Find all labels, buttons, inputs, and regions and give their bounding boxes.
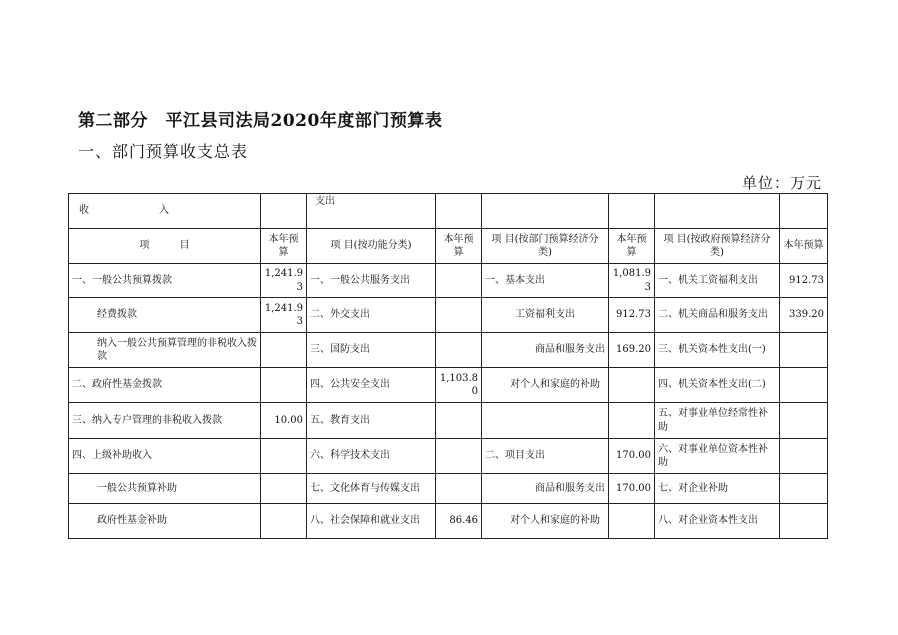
- gov-econ-amount: [780, 368, 828, 403]
- table-row: [69, 368, 828, 403]
- header-func-item: 项 目(按功能分类): [307, 229, 436, 264]
- income-item: 一般公共预算补助: [69, 474, 261, 504]
- gov-econ-item: 三、机关资本性支出(一): [655, 333, 780, 368]
- gov-econ-item: 二、机关商品和服务支出: [655, 298, 780, 333]
- table-row: [69, 474, 828, 504]
- gov-econ-item: 六、对事业单位资本性补助: [655, 439, 780, 474]
- dept-econ-amount: [609, 403, 655, 439]
- income-amount: 1,241.93: [261, 298, 307, 333]
- dept-econ-amount: [609, 504, 655, 539]
- func-amount: [436, 403, 482, 439]
- gov-econ-amount: [780, 403, 828, 439]
- dept-econ-amount: 1,081.93: [609, 264, 655, 298]
- dept-econ-item: 对个人和家庭的补助: [482, 504, 609, 539]
- income-amount: [261, 439, 307, 474]
- func-amount: [436, 298, 482, 333]
- section-subtitle: 一、部门预算收支总表: [78, 142, 249, 161]
- blank-header-cell: [780, 194, 828, 229]
- income-group-header: 收 入: [69, 194, 261, 229]
- gov-econ-amount: [780, 504, 828, 539]
- header-func-amount: 本年预算: [436, 229, 482, 264]
- table-row: [69, 264, 828, 298]
- func-item: 二、外交支出: [307, 298, 436, 333]
- column-header-row: [69, 229, 828, 264]
- blank-header-cell: [261, 194, 307, 229]
- dept-econ-amount: 170.00: [609, 439, 655, 474]
- func-item: 七、文化体育与传媒支出: [307, 474, 436, 504]
- dept-econ-amount: 169.20: [609, 333, 655, 368]
- group-header-row: [69, 194, 828, 229]
- gov-econ-item: 四、机关资本性支出(二): [655, 368, 780, 403]
- dept-econ-item: 对个人和家庭的补助: [482, 368, 609, 403]
- header-gov-econ-item: 项 目(按政府预算经济分类): [655, 229, 780, 264]
- gov-econ-item: 五、对事业单位经常性补助: [655, 403, 780, 439]
- dept-econ-item: [482, 403, 609, 439]
- gov-econ-amount: [780, 474, 828, 504]
- dept-econ-item: 一、基本支出: [482, 264, 609, 298]
- dept-econ-amount: [609, 368, 655, 403]
- income-item: 纳入一般公共预算管理的非税收入拨款: [69, 333, 261, 368]
- func-item: 一、一般公共服务支出: [307, 264, 436, 298]
- dept-econ-item: 商品和服务支出: [482, 333, 609, 368]
- gov-econ-item: 一、机关工资福利支出: [655, 264, 780, 298]
- income-item: 政府性基金补助: [69, 504, 261, 539]
- gov-econ-item: 八、对企业资本性支出: [655, 504, 780, 539]
- blank-header-cell: [609, 194, 655, 229]
- income-amount: [261, 474, 307, 504]
- budget-table: [68, 193, 828, 539]
- gov-econ-amount: [780, 439, 828, 474]
- func-amount: [436, 264, 482, 298]
- unit-label: 单位：万元: [741, 174, 822, 192]
- income-amount: 10.00: [261, 403, 307, 439]
- func-item: 三、国防支出: [307, 333, 436, 368]
- func-amount: [436, 474, 482, 504]
- func-amount: [436, 333, 482, 368]
- gov-econ-amount: 912.73: [780, 264, 828, 298]
- page-title: 第二部分 平江县司法局2020年度部门预算表: [78, 111, 443, 131]
- table-row: [69, 403, 828, 439]
- header-dept-econ-item: 项 目(按部门预算经济分类): [482, 229, 609, 264]
- func-amount: 1,103.80: [436, 368, 482, 403]
- dept-econ-amount: 912.73: [609, 298, 655, 333]
- table-row: [69, 298, 828, 333]
- income-amount: [261, 504, 307, 539]
- header-income-amount: 本年预算: [261, 229, 307, 264]
- income-item: 经费拨款: [69, 298, 261, 333]
- dept-econ-item: 商品和服务支出: [482, 474, 609, 504]
- table-row: [69, 439, 828, 474]
- gov-econ-item: 七、对企业补助: [655, 474, 780, 504]
- table-row: [69, 504, 828, 539]
- income-item: 四、上级补助收入: [69, 439, 261, 474]
- income-item: 一、一般公共预算拨款: [69, 264, 261, 298]
- table-row: [69, 333, 828, 368]
- dept-econ-item: 二、项目支出: [482, 439, 609, 474]
- func-item: 六、科学技术支出: [307, 439, 436, 474]
- blank-header-cell: [436, 194, 482, 229]
- income-amount: [261, 333, 307, 368]
- func-item: 八、社会保障和就业支出: [307, 504, 436, 539]
- income-amount: [261, 368, 307, 403]
- expense-group-header: 支出: [307, 194, 436, 229]
- func-amount: 86.46: [436, 504, 482, 539]
- blank-header-cell: [655, 194, 780, 229]
- header-dept-econ-amount: 本年预算: [609, 229, 655, 264]
- func-item: 五、教育支出: [307, 403, 436, 439]
- blank-header-cell: [482, 194, 609, 229]
- dept-econ-amount: 170.00: [609, 474, 655, 504]
- gov-econ-amount: [780, 333, 828, 368]
- header-gov-econ-amount: 本年预算: [780, 229, 828, 264]
- dept-econ-item: 工资福利支出: [482, 298, 609, 333]
- income-item: 三、纳入专户管理的非税收入拨款: [69, 403, 261, 439]
- func-item: 四、公共安全支出: [307, 368, 436, 403]
- income-item: 二、政府性基金拨款: [69, 368, 261, 403]
- header-income-item: 项 目: [69, 229, 261, 264]
- income-amount: 1,241.93: [261, 264, 307, 298]
- gov-econ-amount: 339.20: [780, 298, 828, 333]
- func-amount: [436, 439, 482, 474]
